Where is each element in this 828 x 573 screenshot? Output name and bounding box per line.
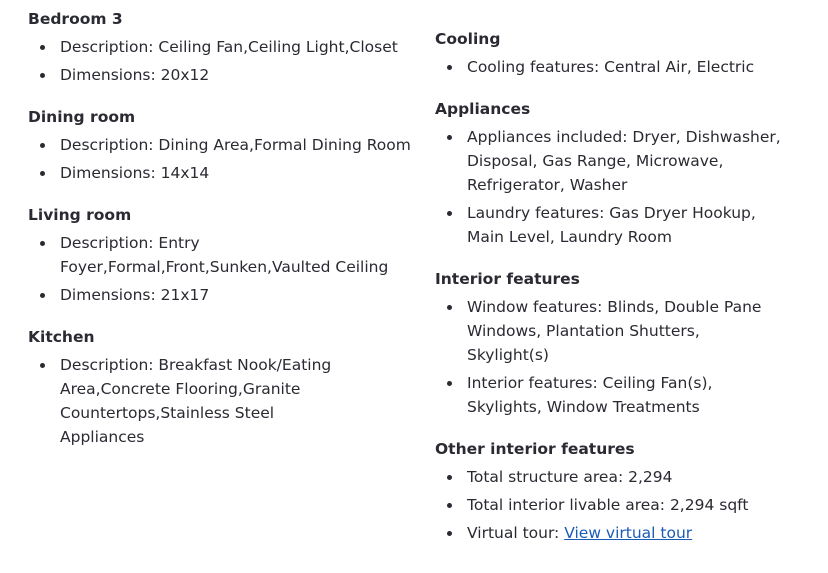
detail-list <box>435 295 820 419</box>
detail-list <box>28 353 418 449</box>
right-column <box>435 27 820 545</box>
detail-list <box>28 35 418 87</box>
section-heading: Bedroom 3 <box>28 10 123 28</box>
detail-list <box>28 133 418 185</box>
section-heading: Cooling <box>435 30 501 48</box>
list-item: Description: Dining Area,Formal Dining Room <box>28 133 418 157</box>
kitchen-section <box>28 325 418 449</box>
list-item: Dimensions: 21x17 <box>28 283 418 307</box>
list-item: Dimensions: 14x14 <box>28 161 418 185</box>
list-item: Description: Entry Foyer,Formal,Front,Sunken,Vaulted Ceiling <box>28 231 390 279</box>
list-item: Description: Ceiling Fan,Ceiling Light,Closet <box>28 35 418 59</box>
detail-list <box>28 231 418 307</box>
section-heading: Interior features <box>435 270 580 288</box>
list-item: Total structure area: 2,294 <box>435 465 820 489</box>
list-item: Description: Breakfast Nook/Eating Area,Concrete Flooring,Granite Countertops,Stainless Steel Appliances <box>28 353 360 449</box>
section-heading: Living room <box>28 206 132 224</box>
list-item: Total interior livable area: 2,294 sqft <box>435 493 820 517</box>
section-heading: Appliances <box>435 100 531 118</box>
detail-list <box>435 125 820 249</box>
dining-room-section <box>28 105 418 185</box>
view-virtual-tour-link[interactable]: View virtual tour <box>564 524 693 542</box>
list-item: Dimensions: 20x12 <box>28 63 418 87</box>
bedroom-3-section <box>28 7 418 87</box>
virtual-tour-label: Virtual tour: <box>467 524 565 542</box>
list-item: Laundry features: Gas Dryer Hookup, Main Level, Laundry Room <box>435 201 792 249</box>
cooling-section <box>435 27 820 79</box>
section-heading: Dining room <box>28 108 136 126</box>
virtual-tour-item <box>435 521 820 545</box>
section-heading: Kitchen <box>28 328 95 346</box>
list-item: Cooling features: Central Air, Electric <box>435 55 820 79</box>
section-heading: Other interior features <box>435 440 635 458</box>
living-room-section <box>28 203 418 307</box>
appliances-section <box>435 97 820 249</box>
other-interior-features-section <box>435 437 820 545</box>
list-item: Window features: Blinds, Double Pane Windows, Plantation Shutters, Skylight(s) <box>435 295 777 367</box>
list-item: Interior features: Ceiling Fan(s), Skylights, Window Treatments <box>435 371 777 419</box>
detail-list <box>435 55 820 79</box>
interior-features-section <box>435 267 820 419</box>
list-item: Appliances included: Dryer, Dishwasher, Disposal, Gas Range, Microwave, Refrigerator, Washer <box>435 125 812 197</box>
detail-list <box>435 465 820 545</box>
left-column <box>28 7 418 449</box>
